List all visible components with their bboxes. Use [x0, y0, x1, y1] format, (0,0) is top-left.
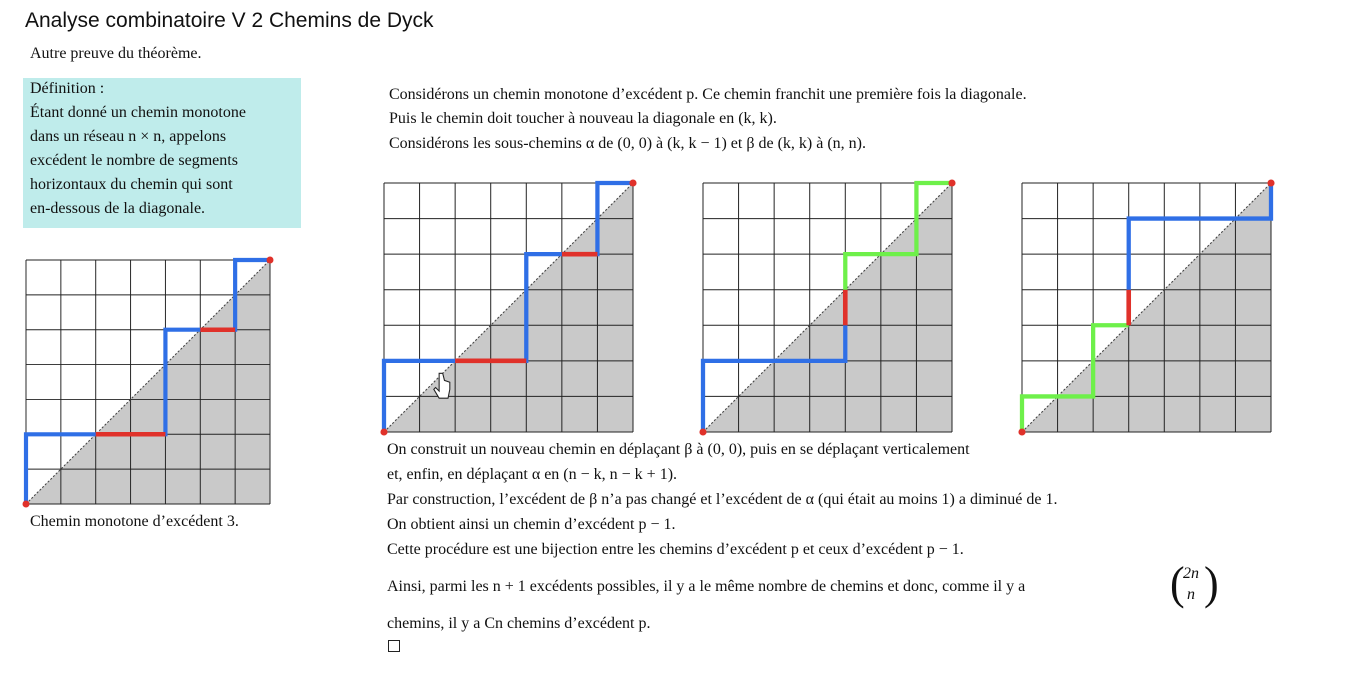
definition-box — [23, 78, 301, 228]
page-title: Analyse combinatoire V 2 Chemins de Dyck — [25, 9, 434, 32]
intro-line-2: Puis le chemin doit toucher à nouveau la diagonale en (k, k). — [389, 110, 777, 127]
body-line-3: Par construction, l’excédent de β n’a pas changé et l’excédent de α (qui était au moins 1) a diminué de 1. — [387, 491, 1058, 508]
definition-line: horizontaux du chemin qui sont — [30, 176, 233, 193]
grid-figure-split-path — [703, 183, 952, 432]
definition-line: Étant donné un chemin monotone — [30, 104, 246, 121]
body-line-1: On construit un nouveau chemin en déplaçant β à (0, 0), puis en se déplaçant verticalement — [387, 441, 970, 458]
grid-figure-new-path — [1022, 183, 1271, 432]
binomial-coefficient: ( 2n n ) — [1170, 557, 1219, 610]
subtitle: Autre preuve du théorème. — [30, 45, 202, 62]
conclusion-line-2: chemins, il y a Cn chemins d’excédent p. — [387, 615, 651, 632]
qed-box — [388, 640, 400, 652]
left-figure-caption: Chemin monotone d’excédent 3. — [30, 513, 239, 530]
definition-label: Définition : — [30, 80, 105, 97]
body-line-2: et, enfin, en déplaçant α en (n − k, n − k + 1). — [387, 466, 678, 483]
grid-figure-excess-3 — [26, 260, 270, 504]
definition-line: excédent le nombre de segments — [30, 152, 238, 169]
intro-line-1: Considérons un chemin monotone d’excédent p. Ce chemin franchit une première fois la diagonale. — [389, 86, 1027, 103]
body-line-4: On obtient ainsi un chemin d’excédent p − 1. — [387, 516, 676, 533]
binom-bottom: n — [1187, 586, 1195, 603]
conclusion-line-1: Ainsi, parmi les n + 1 excédents possibles, il y a le même nombre de chemins et donc, comme il y a — [387, 578, 1026, 595]
body-line-5: Cette procédure est une bijection entre les chemins d’excédent p et ceux d’excédent p − 1. — [387, 541, 964, 558]
definition-line: dans un réseau n × n, appelons — [30, 128, 227, 145]
definition-line: en-dessous de la diagonale. — [30, 200, 206, 217]
grid-figure-original-path — [384, 183, 633, 432]
intro-line-3: Considérons les sous-chemins α de (0, 0) à (k, k − 1) et β de (k, k) à (n, n). — [389, 135, 866, 152]
binom-top: 2n — [1183, 565, 1199, 582]
